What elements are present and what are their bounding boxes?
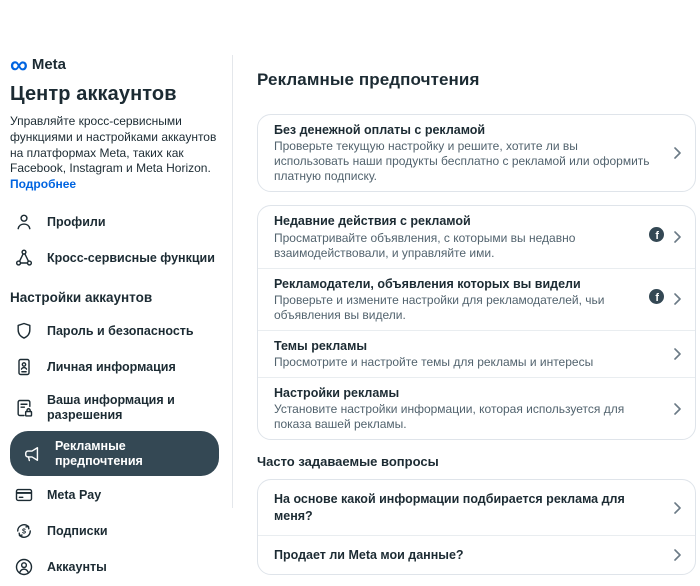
sidebar-section-header: Настройки аккаунтов [10,290,153,306]
row-text [274,491,674,524]
sidebar-description-text: Управляйте кросс-сервисными функциями и настройками аккаунтов на платформах Meta, таких как Facebook, Instagram и Meta Horizon. [10,114,217,176]
row-text [274,385,674,432]
row-end [674,403,681,415]
ad-settings-card [257,205,696,440]
shield-icon [14,321,34,341]
row-advertisers-seen[interactable] [258,268,695,330]
chevron-right-icon [674,403,681,415]
sidebar-item-label: Пароль и безопасность [47,323,194,338]
learn-more-link[interactable]: Подробнее [10,177,77,192]
subscriptions-icon [14,521,34,541]
row-end [674,348,681,360]
sidebar-description [10,114,219,193]
facebook-icon [649,227,664,247]
sidebar-item-label: Meta Pay [47,487,102,502]
faq-question: Продает ли Meta мои данные? [274,547,464,562]
main-title: Рекламные предпочтения [257,70,480,89]
row-text [274,213,649,260]
chevron-right-icon [674,502,681,514]
id-card-icon [14,357,34,377]
row-end [674,147,681,159]
faq-row-does-meta-sell-data[interactable] [258,535,695,574]
intro-card [257,114,696,192]
sidebar-item-meta-pay[interactable] [10,478,219,512]
sidebar-item-profiles[interactable] [10,205,219,239]
row-end [649,289,681,309]
main-content [233,0,700,569]
sidebar-item-your-information[interactable] [10,386,219,429]
faq-row-how-ads-chosen[interactable] [258,480,695,535]
sidebar-nav [10,205,219,586]
row-description: Проверьте и измените настройки для рекламодателей, чьи объявления вы видели. [274,292,605,322]
row-text [274,547,674,563]
row-text [274,338,674,370]
sidebar-item-accounts[interactable] [10,550,219,584]
faq-question: На основе какой информации подбирается реклама для меня? [274,492,625,523]
chevron-right-icon [674,549,681,561]
chevron-right-icon [674,231,681,243]
chevron-right-icon [674,293,681,305]
row-text [274,122,674,184]
row-title: Темы рекламы [274,338,368,353]
sidebar-item-subscriptions[interactable] [10,514,219,548]
sidebar-item-label: Аккаунты [47,559,107,574]
row-recent-ad-activity[interactable] [258,206,695,267]
row-ad-settings[interactable] [258,377,695,439]
svg-text:f: f [655,229,659,242]
row-title: Рекламодатели, объявления которых вы видели [274,276,581,291]
meta-infinity-icon: ∞ [10,50,27,79]
row-description: Проверьте текущую настройку и решите, хотите ли вы использовать наши продукты бесплатно с рекламой или оформить платную подписку. [274,139,650,184]
meta-logo [10,50,219,79]
sidebar-item-label: Личная информация [47,359,176,374]
sidebar-item-password-security[interactable] [10,314,219,348]
row-end [674,502,681,514]
sidebar-divider [232,55,233,508]
svg-text:f: f [655,291,659,304]
row-title: Настройки рекламы [274,386,400,400]
page-title: Центр аккаунтов [10,83,177,105]
faq-header: Часто задаваемые вопросы [257,454,439,470]
chevron-right-icon [674,147,681,159]
accounts-icon [14,557,34,577]
sidebar-item-label: Рекламные предпочтения [55,439,143,468]
faq-card [257,479,696,575]
row-ad-free-subscription[interactable] [258,115,695,191]
megaphone-icon [22,444,42,464]
sidebar-item-personal-details[interactable] [10,350,219,384]
row-end [649,227,681,247]
row-description: Просмотрите и настройте темы для рекламы и интересы [274,355,594,369]
sidebar-item-label: Ваша информация и разрешения [47,393,175,422]
row-title: Недавние действия с рекламой [274,214,471,229]
sidebar-item-label: Подписки [47,523,108,538]
svg-text:$: $ [22,527,26,536]
sidebar-item-ad-preferences[interactable] [10,431,219,476]
row-title: Без денежной оплаты с рекламой [274,123,486,137]
row-ad-topics[interactable] [258,330,695,377]
sidebar [0,0,233,574]
row-end [674,549,681,561]
person-icon [14,212,34,232]
document-lock-icon [14,398,34,418]
row-text [274,276,649,323]
sidebar-item-cross-service[interactable] [10,241,219,275]
credit-card-icon [14,485,34,505]
meta-logo-text: Meta [31,56,67,73]
row-description: Установите настройки информации, которая используется для показа вашей рекламы. [274,402,625,432]
row-description: Просматривайте объявления, с которыми вы недавно взаимодействовали, и управляйте ими. [274,230,576,260]
cross-service-icon [14,248,34,268]
facebook-icon [649,289,664,309]
sidebar-item-label: Профили [47,214,106,229]
sidebar-item-label: Кросс-сервисные функции [47,250,215,265]
chevron-right-icon [674,348,681,360]
